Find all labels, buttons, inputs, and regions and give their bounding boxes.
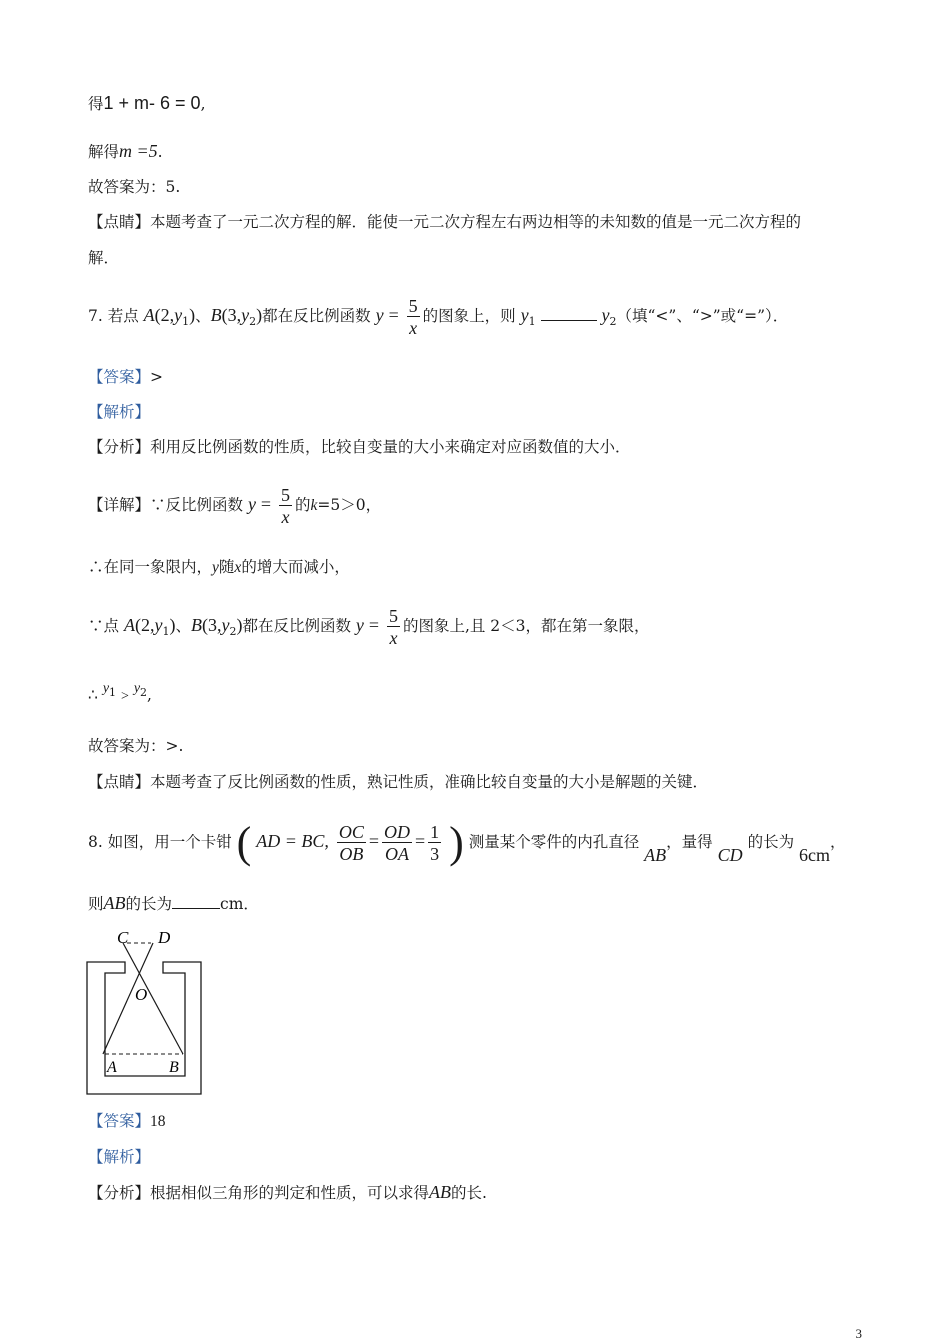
var-y2: y: [133, 681, 141, 696]
text: 随: [218, 558, 235, 576]
var-y1: y: [520, 305, 529, 325]
question-8-cont: [88, 892, 259, 915]
fraction-1-3: $\frac{1}{3}$: [430, 821, 440, 864]
fraction-od-oa: $\frac{OD}{OA}$: [384, 821, 411, 864]
question-7: 7. 若点 $A(2,y_1)$、$B(3,y_2)$都在反比例函数 y = $\frac{5}{x}$ 的图象上，则 $y_1$ $y_2$（填“<”、“>”或“=”）．: [88, 295, 789, 338]
equation: 1 + m- 6 = 0: [103, 93, 201, 113]
text: ∴: [88, 686, 98, 704]
text: 的增大而减小，: [241, 558, 350, 576]
var-ab: AB: [103, 893, 126, 913]
label-o: O: [135, 985, 148, 1004]
answer-value: 18: [150, 1113, 166, 1130]
var-ab: AB: [644, 845, 667, 865]
text: 的长为: [747, 833, 795, 851]
var-k: k: [310, 497, 318, 514]
text: （填“<”、“>”或“=”）．: [616, 307, 789, 325]
question-8: 8. 如图，用一个卡钳 ( AD = BC, $\frac{OC}{OB}$ = $\frac{OD}{OA}$ = $\frac{1}{3}$ ) 测量某个零件的内孔直径 AB，量得 CD 的长为 6cm，: [88, 818, 846, 867]
equals: =: [260, 494, 272, 514]
analysis-label: 【解析】: [88, 403, 151, 421]
points-line: ∵点 $A(2,y_1)$、$B(3,y_2)$都在反比例函数 y = $\frac{5}{x}$ 的图象上,且 2＜3，都在第一象限，: [88, 605, 650, 648]
label-d: D: [158, 928, 171, 947]
equation: m =5: [119, 141, 158, 161]
text: ,: [200, 95, 206, 113]
caliper-arm-cb: [123, 943, 183, 1054]
text: 的长.: [451, 1184, 487, 1202]
detail-7: [88, 471, 381, 539]
text: ,: [147, 686, 152, 704]
text: ∵点: [88, 617, 120, 635]
var-y: y: [212, 559, 219, 576]
text: 的图象上,且 2＜3，都在第一象限，: [402, 617, 650, 635]
text: ∴在同一象限内，: [88, 558, 213, 576]
fenxi-7: 【分析】利用反比例函数的性质，比较自变量的大小来确定对应函数值的大小．: [88, 438, 631, 456]
answer-line: 故答案为：5.: [88, 178, 181, 196]
text: =5＞0，: [317, 496, 382, 514]
same-quadrant-line: [88, 556, 350, 579]
point-a: A: [123, 615, 135, 635]
text: .: [157, 143, 163, 161]
question-number: 8. 如图，用一个卡钳: [88, 833, 232, 851]
var-y: y: [355, 615, 364, 635]
text: 得: [88, 95, 104, 113]
label-c: C: [117, 928, 129, 947]
var-y: y: [247, 494, 256, 514]
text: 的: [295, 496, 311, 514]
page-number: 3: [855, 1326, 862, 1341]
equals: =: [388, 305, 399, 325]
text: 的图象上，则: [422, 307, 516, 325]
equation-line: [88, 92, 206, 115]
var-y1: y: [102, 681, 110, 696]
point-b: B: [210, 305, 222, 325]
text: ∵反比例函数: [150, 496, 244, 514]
text: 、: [195, 307, 211, 325]
text: 的长为: [125, 895, 173, 913]
coord: 2,: [160, 305, 175, 325]
text: 测量某个零件的内孔直径: [468, 833, 640, 851]
label-b: B: [169, 1059, 179, 1076]
solution-line: [88, 140, 163, 163]
length-value: 6cm: [799, 845, 831, 865]
dianjing-line-cont: 解．: [88, 249, 120, 267]
var-ab: AB: [429, 1182, 452, 1202]
var-x: x: [234, 559, 242, 576]
answer-7: [88, 366, 163, 388]
var-cd: CD: [717, 845, 743, 865]
dianjing-line: 【点睛】本题考查了一元二次方程的解．能使一元二次方程左右两边相等的未知数的值是一元二次方程的: [88, 213, 802, 231]
answer-blank[interactable]: [172, 894, 220, 909]
final-answer-7: 故答案为：>.: [88, 737, 184, 755]
fraction-5-over-x: $\frac{5}{x}$: [408, 295, 418, 338]
text: ，量得: [666, 833, 713, 851]
coord: y: [241, 305, 250, 325]
caliper-figure: [85, 926, 207, 1098]
label-a: A: [107, 1059, 117, 1076]
coord: y: [174, 305, 183, 325]
text: 则: [88, 895, 104, 913]
answer-label: 【答案】: [88, 1112, 151, 1130]
point-a: A: [143, 305, 155, 325]
text: 解得: [88, 143, 120, 161]
point-b: B: [190, 615, 202, 635]
greater-than: >: [120, 689, 129, 704]
text: 都在反比例函数: [262, 307, 371, 325]
coord: 3,: [227, 305, 242, 325]
answer-value: >: [150, 368, 164, 386]
fenxi-8: [88, 1181, 487, 1204]
fraction-oc-ob: $\frac{OC}{OB}$: [338, 821, 364, 864]
condition: AD = BC,: [256, 831, 329, 851]
fraction-5-over-x: $\frac{5}{x}$: [388, 605, 398, 648]
text: 都在反比例函数: [242, 617, 351, 635]
dianjing-7: 【点睛】本题考查了反比例函数的性质，熟记性质，准确比较自变量的大小是解题的关键．: [88, 773, 709, 791]
text: 【分析】根据相似三角形的判定和性质，可以求得: [88, 1184, 430, 1202]
answer-label: 【答案】: [88, 368, 151, 386]
conclusion-line: ∴ $y_1 > y_2$,: [88, 681, 152, 704]
var-y2: y: [601, 305, 610, 325]
question-number: 7. 若点: [88, 307, 139, 325]
fraction-5-over-x: $\frac{5}{x}$: [281, 484, 290, 527]
detail-label: 【详解】: [88, 496, 151, 514]
text: ，: [830, 833, 846, 851]
var-y: y: [375, 305, 384, 325]
answer-blank[interactable]: [541, 306, 597, 321]
analysis-label: 【解析】: [88, 1148, 151, 1166]
text: cm．: [220, 895, 259, 913]
answer-8: [88, 1110, 166, 1133]
